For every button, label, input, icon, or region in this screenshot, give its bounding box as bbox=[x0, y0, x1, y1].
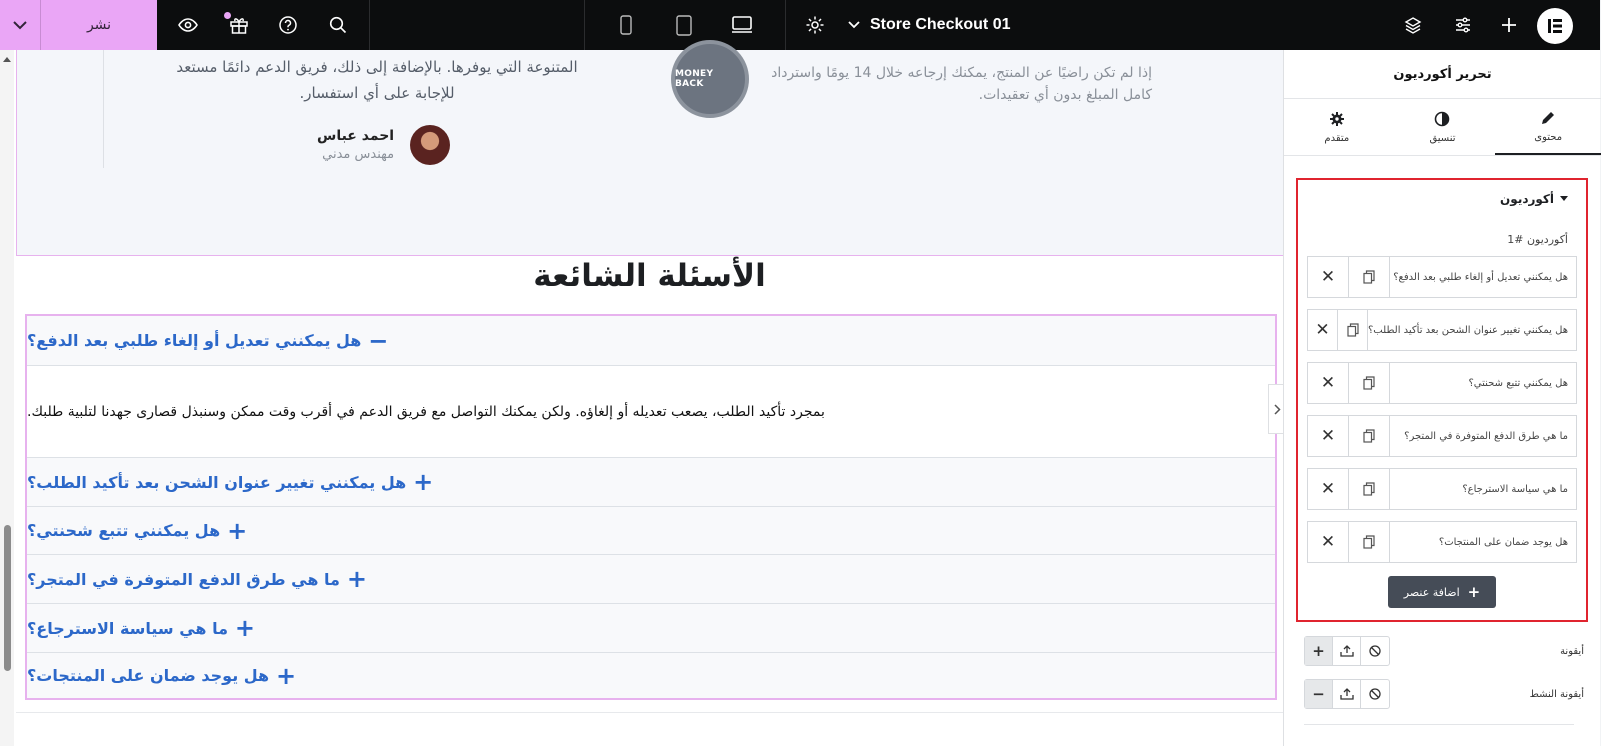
add-item-label: اضافة عنصر bbox=[1403, 585, 1460, 599]
ban-icon bbox=[1369, 645, 1381, 657]
desktop-view-button[interactable] bbox=[721, 0, 763, 50]
remove-item-button[interactable] bbox=[1308, 522, 1349, 562]
tab-label: تنسيق bbox=[1429, 132, 1456, 144]
repeater-item-title: ما هي سياسة الاسترجاع؟ bbox=[1462, 483, 1568, 495]
duplicate-item-button[interactable] bbox=[1349, 363, 1390, 403]
accordion-question: هل يمكنني تتبع شحنتي؟ bbox=[27, 521, 221, 540]
close-icon: ✕ bbox=[1320, 267, 1336, 287]
divider bbox=[369, 0, 370, 50]
close-icon: ✕ bbox=[1320, 373, 1336, 393]
whats-new-button[interactable] bbox=[218, 0, 260, 50]
repeater-item-title: هل يوجد ضمان على المنتجات؟ bbox=[1438, 536, 1568, 548]
upload-svg-button[interactable] bbox=[1333, 680, 1361, 708]
site-settings-button[interactable] bbox=[1443, 0, 1483, 50]
plus-icon: + bbox=[346, 565, 367, 593]
tab-label: محتوى bbox=[1534, 131, 1563, 143]
active-icon-picker bbox=[1304, 679, 1390, 709]
accordion-item[interactable] bbox=[27, 555, 1275, 604]
remove-item-button[interactable] bbox=[1308, 416, 1349, 456]
tab-content[interactable] bbox=[1495, 99, 1601, 155]
author-name: احمد عباس bbox=[317, 128, 395, 144]
repeater-item-title: ما هي طرق الدفع المتوفرة في المتجر؟ bbox=[1404, 430, 1568, 442]
chevron-down-icon bbox=[13, 21, 27, 30]
faq-accordion[interactable] bbox=[25, 314, 1277, 700]
elementor-logo[interactable] bbox=[1537, 8, 1573, 44]
layers-icon bbox=[1404, 16, 1422, 34]
repeater-item[interactable] bbox=[1307, 468, 1577, 510]
structure-button[interactable] bbox=[1393, 0, 1433, 50]
accordion-item[interactable] bbox=[27, 316, 1275, 366]
accordion-item[interactable] bbox=[27, 653, 1275, 698]
minus-icon: − bbox=[368, 326, 389, 355]
faq-heading: الأسئلة الشائعة bbox=[533, 258, 766, 294]
eye-icon bbox=[178, 18, 198, 32]
scrollbar[interactable] bbox=[0, 50, 14, 746]
search-icon bbox=[329, 16, 347, 34]
repeater-item[interactable] bbox=[1307, 415, 1577, 457]
publish-button[interactable]: نشر bbox=[86, 17, 112, 33]
mobile-icon bbox=[620, 15, 632, 35]
icon-library-button[interactable]: + bbox=[1305, 637, 1333, 665]
page-title: Store Checkout 01 bbox=[870, 16, 1011, 33]
accordion-answer bbox=[27, 366, 1275, 458]
close-icon: ✕ bbox=[1320, 426, 1336, 446]
plus-icon: + bbox=[234, 614, 255, 642]
preview-canvas bbox=[0, 50, 1283, 746]
divider bbox=[584, 0, 585, 50]
icon-control bbox=[1304, 636, 1584, 666]
copy-icon bbox=[1363, 270, 1375, 284]
remove-item-button[interactable] bbox=[1308, 469, 1349, 509]
repeater-item[interactable] bbox=[1307, 309, 1577, 351]
accordion-section-toggle[interactable] bbox=[1500, 192, 1568, 206]
pencil-icon bbox=[1540, 110, 1556, 126]
panel-tabs bbox=[1284, 99, 1601, 156]
ban-icon bbox=[1369, 688, 1381, 700]
panel-title: تحرير أكورديون bbox=[1284, 50, 1601, 99]
scroll-up-arrow[interactable] bbox=[3, 57, 11, 62]
divider bbox=[16, 712, 1283, 713]
avatar bbox=[410, 125, 450, 165]
money-back-badge bbox=[671, 40, 749, 118]
contrast-icon bbox=[1434, 111, 1450, 127]
divider bbox=[1304, 724, 1574, 725]
mobile-view-button[interactable] bbox=[605, 0, 647, 50]
copy-icon bbox=[1363, 429, 1375, 443]
chevron-right-icon bbox=[1274, 404, 1281, 415]
gear-icon bbox=[1329, 111, 1345, 127]
accordion-item[interactable] bbox=[27, 604, 1275, 653]
guarantee-text: إذا لم تكن راضيًا عن المنتج، يمكنك إرجاعه خلال 14 يومًا واسترداد كامل المبلغ بدون أي تعقيدات. bbox=[771, 65, 1152, 103]
author-role: مهندس مدني bbox=[322, 147, 395, 162]
icon-picker bbox=[1304, 636, 1390, 666]
preview-button[interactable] bbox=[167, 0, 209, 50]
duplicate-item-button[interactable] bbox=[1349, 522, 1390, 562]
plus-icon: + bbox=[276, 661, 297, 690]
upload-icon bbox=[1340, 645, 1354, 657]
add-item-button[interactable] bbox=[1388, 576, 1496, 608]
repeater-item-title: هل يمكنني تغيير عنوان الشحن بعد تأكيد الطلب؟ bbox=[1368, 324, 1568, 336]
gear-icon bbox=[805, 15, 825, 35]
page-settings-button[interactable] bbox=[795, 0, 835, 50]
remove-item-button[interactable] bbox=[1308, 310, 1338, 350]
duplicate-item-button[interactable] bbox=[1338, 310, 1368, 350]
search-button[interactable] bbox=[317, 0, 359, 50]
repeater-item[interactable] bbox=[1307, 256, 1577, 298]
repeater-item[interactable] bbox=[1307, 521, 1577, 563]
icon-library-button[interactable]: − bbox=[1305, 680, 1333, 708]
upload-icon bbox=[1340, 688, 1354, 700]
gift-icon bbox=[229, 15, 249, 35]
plus-icon: + bbox=[1467, 583, 1481, 601]
accordion-question: ما هي طرق الدفع المتوفرة في المتجر؟ bbox=[27, 569, 340, 589]
plus-icon: + bbox=[413, 468, 434, 496]
repeater-title: أكورديون #1 bbox=[1507, 233, 1568, 246]
chevron-down-icon bbox=[848, 21, 860, 29]
icon-label: أيقونة bbox=[1560, 645, 1584, 657]
accordion-item[interactable] bbox=[27, 458, 1275, 507]
accordion-question: هل يمكنني تغيير عنوان الشحن بعد تأكيد الطلب؟ bbox=[27, 472, 407, 492]
copy-icon bbox=[1347, 323, 1359, 337]
repeater-item-title: هل يمكنني تعديل أو إلغاء طلبي بعد الدفع؟ bbox=[1393, 271, 1568, 283]
close-icon: ✕ bbox=[1315, 320, 1330, 340]
accordion-section-highlight bbox=[1296, 178, 1588, 622]
remove-item-button[interactable] bbox=[1308, 257, 1349, 297]
tablet-icon bbox=[676, 15, 692, 36]
testimonial-section bbox=[16, 50, 1283, 256]
notification-dot bbox=[224, 12, 231, 19]
duplicate-item-button[interactable] bbox=[1349, 416, 1390, 456]
upload-svg-button[interactable] bbox=[1333, 637, 1361, 665]
badge-text: MONEY BACK bbox=[675, 69, 714, 89]
sliders-icon bbox=[1454, 16, 1472, 34]
remove-item-button[interactable] bbox=[1308, 363, 1349, 403]
no-icon-button[interactable] bbox=[1361, 680, 1389, 708]
testimonial-quote: المتنوعة التي يوفرها. بالإضافة إلى ذلك، فريق الدعم دائمًا مستعد للإجابة على أي استفسار. bbox=[176, 58, 578, 102]
plus-icon bbox=[1501, 17, 1517, 33]
repeater-item[interactable] bbox=[1307, 362, 1577, 404]
tab-style[interactable] bbox=[1390, 99, 1496, 155]
help-icon bbox=[278, 15, 298, 35]
desktop-icon bbox=[731, 16, 753, 34]
caret-down-icon bbox=[1560, 196, 1568, 202]
tab-advanced[interactable] bbox=[1284, 99, 1390, 155]
close-icon: ✕ bbox=[1320, 532, 1336, 552]
elementor-icon bbox=[1546, 17, 1564, 35]
page-title-dropdown[interactable] bbox=[848, 0, 1010, 50]
accordion-item[interactable] bbox=[27, 507, 1275, 555]
add-element-button[interactable] bbox=[1489, 0, 1529, 50]
top-toolbar bbox=[0, 0, 1600, 50]
divider bbox=[103, 50, 104, 168]
copy-icon bbox=[1363, 376, 1375, 390]
accordion-answer-text: بمجرد تأكيد الطلب، يصعب تعديله أو إلغاؤه. ولكن يمكنك التواصل مع فريق الدعم في أقرب وقت ممكن وسنبذل قصارى جهدنا لتلبية طلبك. bbox=[27, 403, 825, 420]
testimonial-author bbox=[317, 125, 450, 165]
help-button[interactable] bbox=[267, 0, 309, 50]
editor-panel bbox=[1283, 50, 1600, 746]
duplicate-item-button[interactable] bbox=[1349, 469, 1390, 509]
accordion-question: هل يوجد ضمان على المنتجات؟ bbox=[27, 666, 270, 685]
publish-group bbox=[0, 0, 157, 50]
duplicate-item-button[interactable] bbox=[1349, 257, 1390, 297]
repeater-item-title: هل يمكنني تتبع شحنتي؟ bbox=[1468, 377, 1568, 389]
accordion-question: ما هي سياسة الاسترجاع؟ bbox=[27, 618, 228, 638]
scrollbar-thumb[interactable] bbox=[4, 525, 11, 671]
publish-options-button[interactable] bbox=[0, 0, 41, 50]
no-icon-button[interactable] bbox=[1361, 637, 1389, 665]
divider bbox=[785, 0, 786, 50]
active-icon-control bbox=[1304, 679, 1584, 709]
section-label: أكورديون bbox=[1500, 192, 1554, 206]
active-icon-label: أيقونة النشط bbox=[1529, 688, 1584, 700]
tab-label: متقدم bbox=[1324, 132, 1350, 144]
plus-icon: + bbox=[227, 516, 248, 545]
copy-icon bbox=[1363, 482, 1375, 496]
close-icon: ✕ bbox=[1320, 479, 1336, 499]
copy-icon bbox=[1363, 535, 1375, 549]
accordion-question: هل يمكنني تعديل أو إلغاء طلبي بعد الدفع؟ bbox=[27, 331, 362, 350]
